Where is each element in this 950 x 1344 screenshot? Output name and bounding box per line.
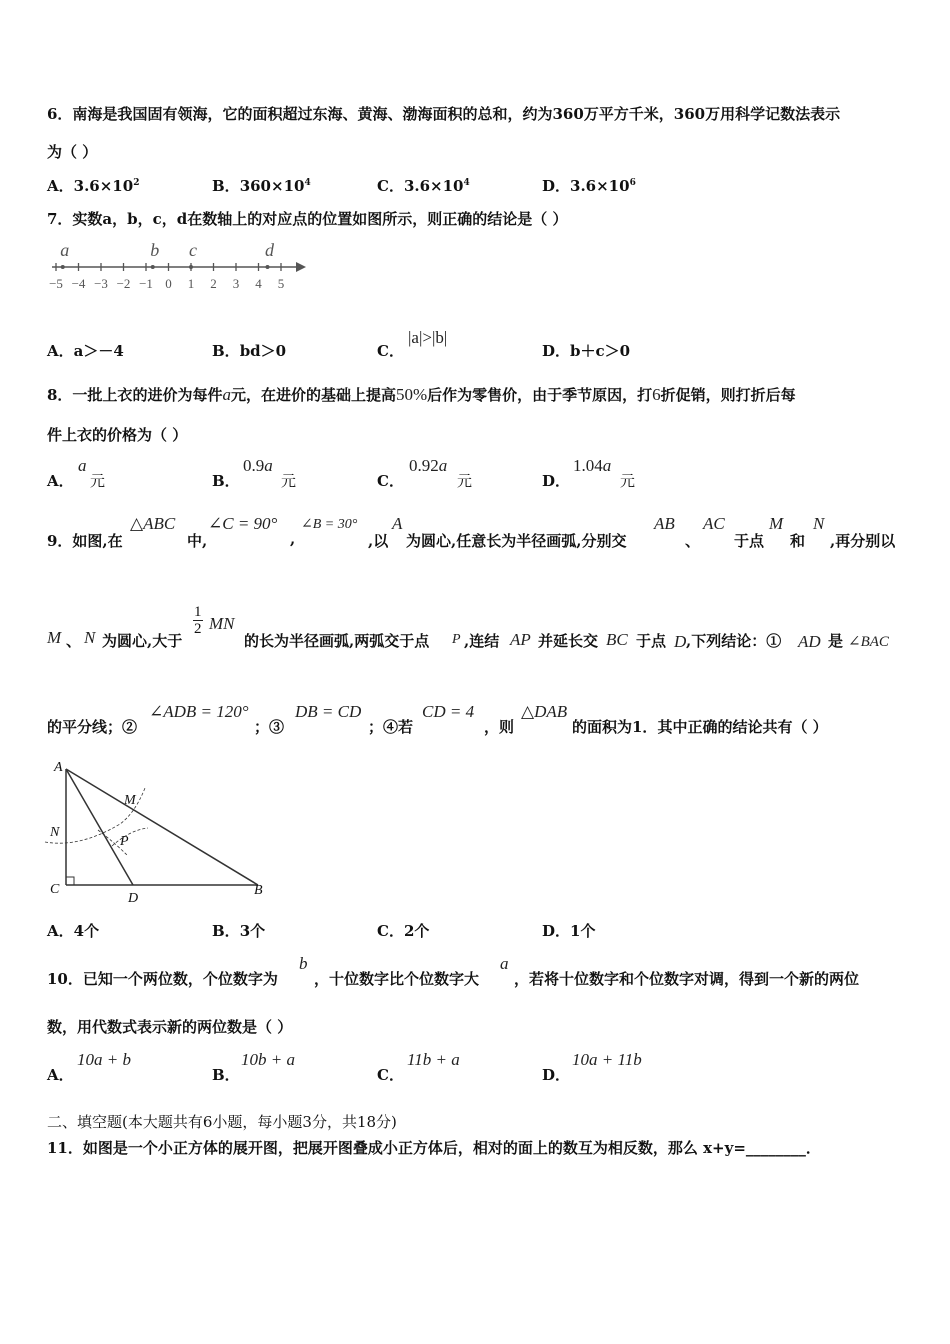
q8-option-b-unit: 元 [281,472,297,490]
number-line-tick-label: −1 [139,276,153,291]
number-line-point-a [61,265,65,269]
q9-text-16: ,下列结论：① [686,632,782,650]
q7-option-d[interactable]: D．b＋c＞0 [542,342,631,360]
number-line-point-b [151,265,155,269]
q10-option-c-math: 11b + a [407,1050,460,1069]
q10-option-a-math: 10a + b [77,1050,131,1069]
number-line-tick-label: 3 [232,276,240,291]
number-line-point-c [189,265,193,269]
q9-option-c[interactable]: C．2个 [377,922,430,940]
fig-label-d: D [128,891,139,906]
q9-text-1: 9．如图,在 [47,532,123,550]
q10-option-b[interactable]: B． [212,1066,240,1084]
number-line-point-label-d: d [265,240,274,260]
q9-text-8: 和 [790,532,806,550]
q9-math-mn: MN [209,614,235,633]
q6-option-b[interactable]: B．$360\times 10^4$ [212,177,311,195]
q10-option-c[interactable]: C． [377,1066,404,1084]
q9-text-21: ，则 [484,718,515,736]
q9-text-17: 是 [828,632,844,650]
q8-option-c-unit: 元 [457,472,473,490]
number-line-tick-label: −5 [49,276,63,291]
q9-math-n2: N [84,628,96,647]
q9-math-db-cd: DB = CD [295,702,362,721]
q8-option-d[interactable]: D． [542,472,571,490]
q9-math-ab: AB [654,514,675,533]
q9-math-bc: BC [606,630,628,649]
q9-text-20: ；④若 [368,718,414,736]
triangle-figure [40,758,270,908]
q9-text-6: 、 [685,532,701,550]
q9-math-angle-c: ∠C = 90° [208,514,278,533]
q9-math-a: A [392,514,403,533]
fig-label-n: N [50,825,60,840]
q9-math-p: P [452,632,461,647]
q10-stem-line2: 数，用代数式表示新的两位数是（ ） [47,1018,293,1036]
q8-option-d-math: 1.04a [573,456,612,475]
q9-text-11: 为圆心,大于 [102,632,183,650]
number-line-tick-label: 2 [210,276,217,291]
number-line-tick-label: 0 [165,276,172,291]
number-line-tick-label: −3 [94,276,108,291]
q9-math-angle-bac: ∠BAC [848,634,889,650]
q9-math-triangle-abc: △ABC [130,514,176,533]
q6-option-c[interactable]: C．$3.6\times 10^4$ [377,177,470,195]
q9-text-18: 的平分线；② [47,718,138,736]
q10-math-a: a [500,954,509,973]
q8-option-a[interactable]: A． [47,472,74,490]
q8-option-b-math: 0.9a [243,456,273,475]
q9-text-10: 、 [66,632,82,650]
q9-math-cd4: CD = 4 [422,702,475,721]
q11-stem: 11．如图是一个小正方体的展开图，把展开图叠成小正方体后，相对的面上的数互为相反数，那么 x+y=________． [47,1139,821,1157]
q10-text-3: ，若将十位数字和个位数字对调，得到一个新的两位 [514,970,860,988]
q9-math-n: N [813,514,825,533]
number-line-point-label-c: c [189,240,197,260]
q7-option-b[interactable]: B．bd＞0 [212,342,287,360]
fig-label-a: A [54,760,63,775]
q9-fraction-half: $\frac{1}{2}$ [194,604,202,637]
number-line-tick-label: −2 [116,276,131,291]
q10-option-b-math: 10b + a [241,1050,295,1069]
section-2-title: 二、填空题(本大题共有6小题，每小题3分，共18分) [47,1113,397,1131]
q10-text-1: 10．已知一个两位数，个位数字为 [47,970,278,988]
q7-option-c[interactable]: C． [377,342,404,360]
q9-math-triangle-dab: △DAB [521,702,568,721]
q9-math-angle-b: ∠B = 30° [301,517,358,532]
q6-option-a[interactable]: A．$3.6\times 10^2$ [47,177,140,195]
q8-option-c-math: 0.92a [409,456,448,475]
q9-text-2: 中, [187,532,208,550]
q9-math-ap: AP [510,630,531,649]
number-line-arrow [296,262,306,272]
q9-math-m2: M [47,628,62,647]
fig-label-p: P [120,834,129,849]
q9-text-3: , [290,530,296,548]
q7-option-c-math: |a|>|b| [408,328,448,347]
number-line-tick-label: 1 [187,276,195,291]
q8-option-a-math: a [78,456,87,475]
q7-option-a[interactable]: A．a＞－4 [47,342,124,360]
q7-stem: 7．实数a，b，c，d在数轴上的对应点的位置如图所示，则正确的结论是（ ） [47,210,568,228]
number-line-point-label-b: b [150,240,160,260]
q9-text-7: 于点 [734,532,765,550]
q9-math-m: M [769,514,784,533]
q9-text-5: 为圆心,任意长为半径画弧,分别交 [406,532,627,550]
q9-math-ad: AD [798,632,821,651]
q9-text-9: ,再分别以 [830,532,896,550]
q9-text-12: 的长为半径画弧,两弧交于点 [244,632,430,650]
q10-math-b: b [299,954,308,973]
q10-option-d-math: 10a + 11b [572,1050,642,1069]
q9-text-19: ；③ [254,718,285,736]
q10-option-d[interactable]: D． [542,1066,571,1084]
q9-math-d: D [674,632,687,651]
q8-option-c[interactable]: C． [377,472,404,490]
q8-stem-line1: 8．一批上衣的进价为每件a元，在进价的基础上提高50%后作为零售价，由于季节原因，打6折促销，则打折后每 [47,385,796,404]
q9-option-a[interactable]: A．4个 [47,922,100,940]
fig-label-m: M [124,793,136,808]
q8-option-b[interactable]: B． [212,472,240,490]
number-line-figure [44,238,308,296]
q9-math-angle-adb: ∠ADB = 120° [149,702,249,721]
q9-option-b[interactable]: B．3个 [212,922,266,940]
q9-text-15: 于点 [636,632,667,650]
q9-text-4: ,以 [368,532,389,550]
q8-stem-line2: 件上衣的价格为（ ） [47,426,188,444]
q10-text-2: ，十位数字比个位数字大 [314,970,480,988]
q8-option-d-unit: 元 [620,472,636,490]
q6-stem-line2: 为（ ） [47,143,98,161]
q10-option-a[interactable]: A． [47,1066,74,1084]
q6-option-d[interactable]: D．$3.6\times 10^6$ [542,177,636,195]
number-line-point-d [266,265,270,269]
q6-stem-line1: 6．南海是我国固有领海，它的面积超过东海、黄海、渤海面积的总和，约为360万平方千米，360万用科学记数法表示 [47,105,841,123]
fig-label-b: B [254,883,263,898]
q9-text-14: 并延长交 [538,632,599,650]
number-line-point-label-a: a [60,240,70,260]
q9-text-22: 的面积为1．其中正确的结论共有（ ） [572,718,828,736]
fig-label-c: C [50,882,60,897]
q9-math-ac: AC [703,514,725,533]
q9-text-13: ,连结 [464,632,500,650]
number-line-tick-label: −4 [71,276,86,291]
number-line-tick-label: 4 [255,276,262,291]
q9-option-d[interactable]: D．1个 [542,922,596,940]
q8-option-a-unit: 元 [90,472,106,490]
number-line-tick-label: 5 [277,276,285,291]
